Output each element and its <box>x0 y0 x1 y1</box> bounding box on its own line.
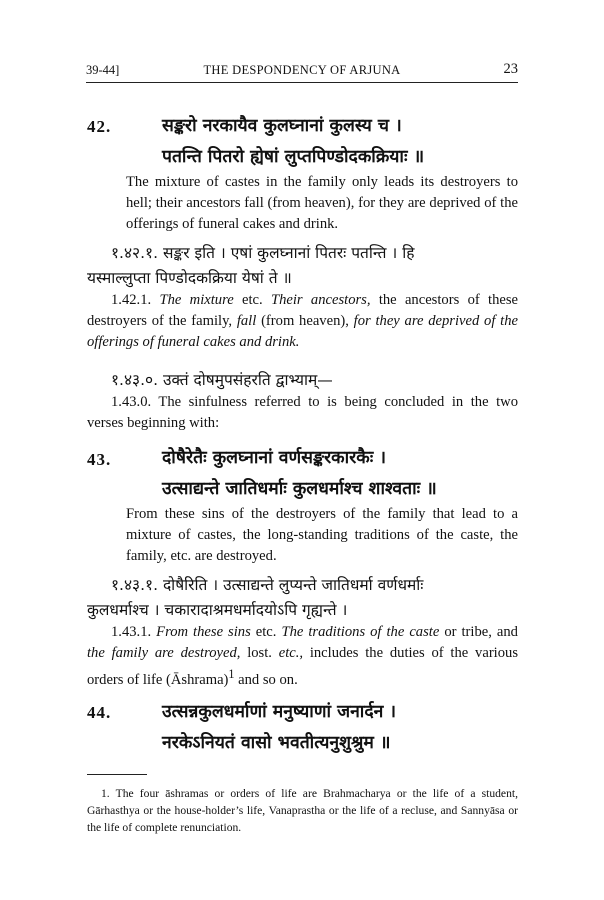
footnote-marker: 1 <box>228 667 235 681</box>
verse-44-number: 44. <box>87 703 112 722</box>
running-header <box>86 61 518 81</box>
page-number: 23 <box>503 61 518 77</box>
verse-42-line-1: सङ्करो नरकायैव कुलघ्नानां कुलस्य च । <box>162 116 402 136</box>
footnote-rule <box>87 774 147 775</box>
chapter-title: THE DESPONDENCY OF ARJUNA <box>203 63 401 77</box>
verse-42-translation: The mixture of castes in the family only leads its destroyers to hell; their ancestors fall (from heaven), for they are deprived of the offerings of funeral cakes and drink. <box>126 174 518 232</box>
verse-44-line-2: नरकेऽनियतं वासो भवतीत्यनुशुश्रुम ॥ <box>162 733 391 753</box>
verse-range: 39-44] <box>86 63 120 77</box>
verse-42-commentary-line-1: १.४२.१. सङ्कर इति । एषां कुलघ्नानां पितरः पतन्ति । हि <box>111 244 415 262</box>
intro-43-sanskrit: १.४३.०. उक्तं दोषमुपसंहरति द्वाभ्याम्— <box>111 371 333 389</box>
verse-42-commentary-line-2: यस्माल्लुप्ता पिण्डोदकक्रिया येषां ते ॥ <box>87 269 292 287</box>
verse-42-commentary-translation: 1.42.1. The mixture etc. Their ancestors, the ancestors of these destroyers of the family, fall (from heaven), for they are deprived of the offerings of funeral cakes and drink. <box>87 292 519 350</box>
verse-42-number: 42. <box>87 117 112 136</box>
header-rule <box>86 82 518 83</box>
intro-43-translation: 1.43.0. The sinfulness referred to is being concluded in the two verses beginning with: <box>87 394 518 431</box>
verse-43-commentary-line-1: १.४३.१. दोषैरिति । उत्साद्यन्ते लुप्यन्ते जातिधर्मा वर्णधर्माः <box>111 576 424 594</box>
verse-43-line-2: उत्साद्यन्ते जातिधर्माः कुलधर्माश्च शाश्वताः ॥ <box>162 479 437 499</box>
verse-43-number: 43. <box>87 450 112 469</box>
verse-43-commentary-line-2: कुलधर्माश्च । चकारादाश्रमधर्मादयोऽपि गृह्यन्ते । <box>87 601 348 619</box>
verse-43-translation: From these sins of the destroyers of the family that lead to a mixture of castes, the long-standing traditions of the caste, the family, etc. are destroyed. <box>126 506 518 564</box>
verse-43-line-1: दोषैरेतैः कुलघ्नानां वर्णसङ्करकारकैः । <box>162 448 387 468</box>
footnote: 1. The four āshramas or orders of life are Brahmacharya or the life of a student, Gārhasthya or the house-holder’s life, Vanaprastha or the life of a recluse, and Sannyāsa or the life of complete renunciation. <box>87 787 518 834</box>
verse-44-line-1: उत्सन्नकुलधर्माणां मनुष्याणां जनार्दन । <box>162 702 397 722</box>
verse-43-commentary-translation: 1.43.1. From these sins etc. The traditions of the caste or tribe, and the family are destroyed, lost. etc., includes the duties of the various orders of life (Āshrama)$^1$ and so on. <box>87 624 519 688</box>
commentary-number: 1.42.1. <box>111 292 152 308</box>
verse-42-line-2: पतन्ति पितरो ह्येषां लुप्तपिण्डोदकक्रियाः ॥ <box>162 147 425 167</box>
